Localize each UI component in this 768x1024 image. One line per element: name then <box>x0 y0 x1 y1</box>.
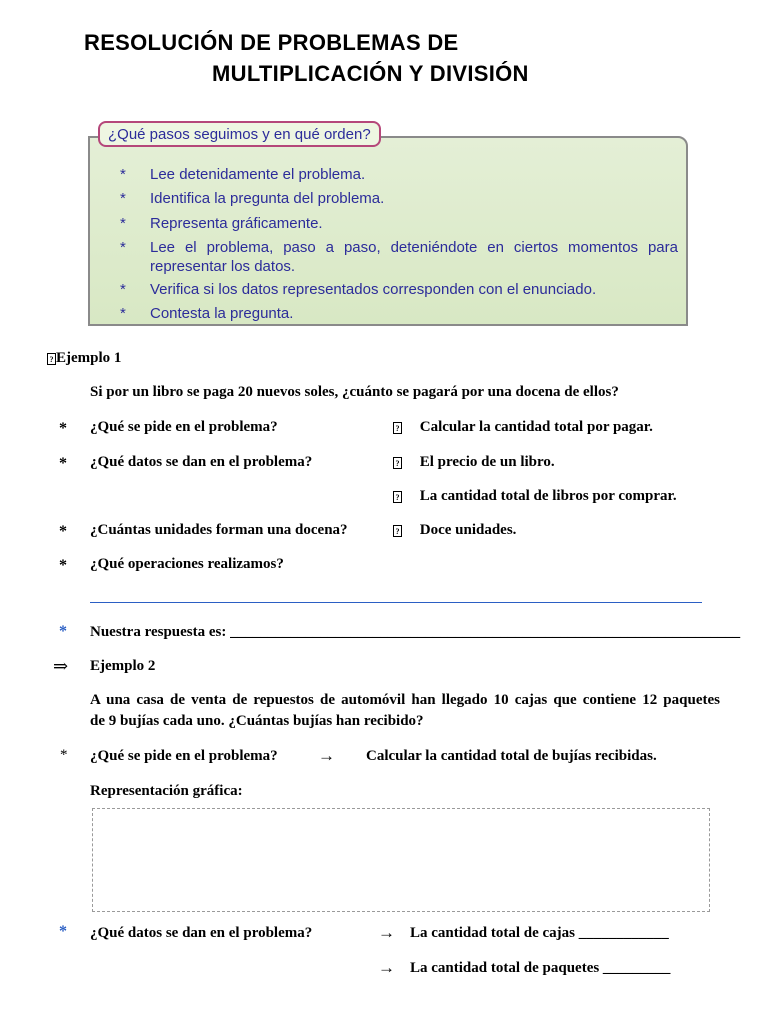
ejemplo2-answer-2b: La cantidad total de paquetes _________ <box>410 960 671 976</box>
answer-bullet: * <box>59 623 67 640</box>
question-bullet: * <box>59 557 67 574</box>
step-item <box>120 165 680 184</box>
step-bullet: * <box>120 190 126 207</box>
ejemplo2-question-1: ¿Qué se pide en el problema? <box>90 748 278 764</box>
step-item <box>120 238 680 276</box>
answer-line <box>90 602 702 603</box>
question-bullet: * <box>59 420 67 437</box>
step-bullet: * <box>120 305 126 322</box>
missing-glyph-icon: ? <box>393 525 402 537</box>
ejemplo1-answer-2a: ? El precio de un libro. <box>393 454 555 471</box>
ejemplo2-statement-line2: de 9 bujías cada uno. ¿Cuántas bujías han recibido? <box>90 713 424 729</box>
step-text: Lee el problema, paso a paso, deteniéndote en ciertos momentos para representar los datos. <box>150 239 678 275</box>
ejemplo2-label: Ejemplo 2 <box>90 658 156 674</box>
implies-arrow-icon: ⇒ <box>53 656 69 676</box>
question-bullet: * <box>59 455 67 472</box>
ejemplo1-label: Ejemplo 1 <box>56 350 122 366</box>
page-title-line1: RESOLUCIÓN DE PROBLEMAS DE <box>84 30 459 55</box>
ejemplo2-answer-1: Calcular la cantidad total de bujías recibidas. <box>366 748 657 764</box>
step-item <box>120 304 680 323</box>
missing-glyph-icon: ? <box>393 457 402 469</box>
ejemplo2-question-2: ¿Qué datos se dan en el problema? <box>90 925 313 941</box>
ejemplo1-statement: Si por un libro se paga 20 nuevos soles, ¿cuánto se pagará por una docena de ellos? <box>90 384 619 400</box>
ejemplo1-question-3: ¿Cuántas unidades forman una docena? <box>90 522 348 538</box>
ejemplo2-answer-2a: La cantidad total de cajas ____________ <box>410 925 669 941</box>
right-arrow-icon: → <box>318 746 335 765</box>
steps-heading: ¿Qué pasos seguimos y en qué orden? <box>98 121 381 147</box>
step-text: Identifica la pregunta del problema. <box>150 190 385 207</box>
step-text: Lee detenidamente el problema. <box>150 166 366 183</box>
right-arrow-icon: → <box>378 958 395 977</box>
drawing-area[interactable] <box>92 808 710 912</box>
ejemplo1-question-4: ¿Qué operaciones realizamos? <box>90 556 284 572</box>
step-text: Contesta la pregunta. <box>150 305 294 322</box>
missing-glyph-icon: ? <box>393 422 402 434</box>
ejemplo2-statement-line1: A una casa de venta de repuestos de automóvil han llegado 10 cajas que contiene 12 paquetes <box>90 692 720 708</box>
ejemplo1-question-1: ¿Qué se pide en el problema? <box>90 419 278 435</box>
ejemplo1-question-2: ¿Qué datos se dan en el problema? <box>90 454 313 470</box>
step-item <box>120 280 680 299</box>
ejemplo1-answer-3: ? Doce unidades. <box>393 522 516 539</box>
question-bullet: * <box>59 523 67 540</box>
right-arrow-icon: → <box>378 923 395 942</box>
missing-glyph-icon: ? <box>393 491 402 503</box>
ejemplo1-answer-2b: ? La cantidad total de libros por comprar. <box>393 488 677 505</box>
step-bullet: * <box>120 239 126 256</box>
representacion-label: Representación gráfica: <box>90 783 243 799</box>
ejemplo1-heading <box>47 350 121 367</box>
step-bullet: * <box>120 166 126 183</box>
ejemplo1-answer-1: ? Calcular la cantidad total por pagar. <box>393 419 653 436</box>
page-title-line2: MULTIPLICACIÓN Y DIVISIÓN <box>212 61 529 86</box>
question-bullet: * <box>59 923 67 940</box>
missing-glyph-icon: ? <box>47 353 56 365</box>
step-item <box>120 214 680 233</box>
ejemplo1-respuesta: Nuestra respuesta es: ____________________________________________________________________ <box>90 624 741 640</box>
step-bullet: * <box>120 215 126 232</box>
step-text: Verifica si los datos representados corresponden con el enunciado. <box>150 281 597 298</box>
question-bullet: * <box>60 747 68 763</box>
step-bullet: * <box>120 281 126 298</box>
step-text: Representa gráficamente. <box>150 215 323 232</box>
step-item <box>120 189 680 208</box>
